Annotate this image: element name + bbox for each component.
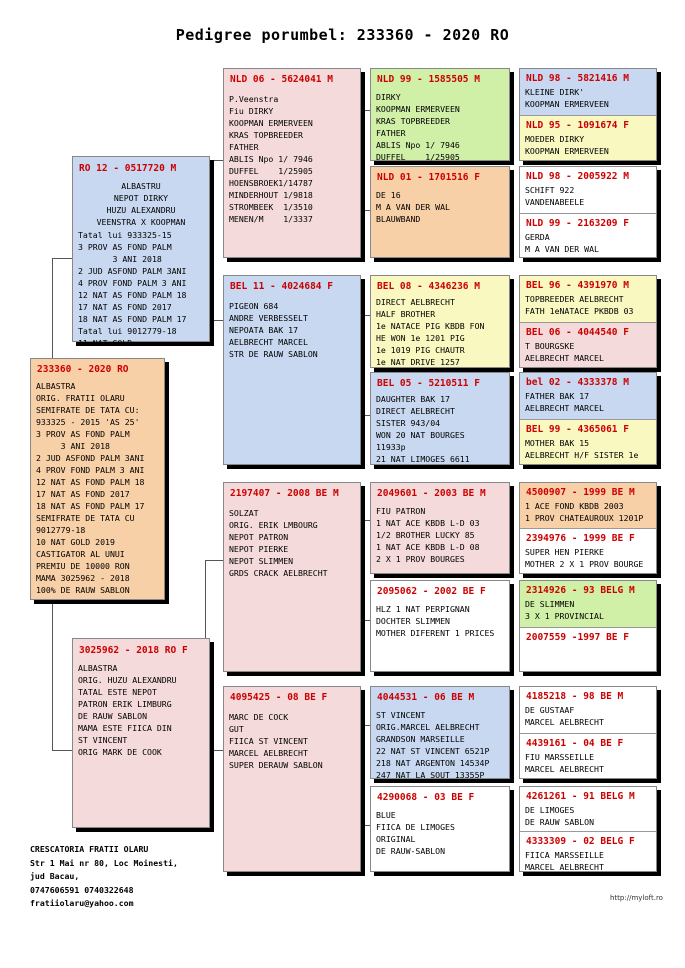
ancestor-body: DE SLIMMEN 3 X 1 PROVINCIAL — [525, 599, 604, 621]
ancestor-body: FIICA MARSSEILLE MARCEL AELBRECHT — [525, 850, 604, 872]
ancestor-header: 2314926 - 93 BELG M — [526, 585, 635, 596]
ancestor-body: MARC DE COCK GUT FIICA ST VINCENT MARCEL AELBRECHT SUPER DERAUW SABLON — [229, 712, 323, 770]
ancestor-body: DE 16 M A VAN DER WAL BLAUWBAND — [376, 190, 450, 224]
ancestor-header: BEL 08 - 4346236 M — [377, 281, 480, 292]
connector-line — [360, 210, 370, 211]
ancestor-header: 4439161 - 04 BE F — [526, 738, 624, 749]
connector-line — [360, 825, 370, 826]
ancestor-body: GERDA M A VAN DER WAL — [525, 232, 599, 254]
ancestor-body: DAUGHTER BAK 17 DIRECT AELBRECHT SISTER 943/04 WON 20 NAT BOURGES 11933p 21 NAT LIMOGES 6611 — [376, 394, 470, 464]
ancestor-body: BLUE FIICA DE LIMOGES ORIGINAL DE RAUW-SABLON — [376, 810, 455, 856]
breeder-contact: CRESCATORIA FRATII OLARU Str 1 Mai nr 80, Loc Moinesti, jud Bacau, 0747606591 0740322648 fratiiolaru@yahoo.com — [30, 844, 178, 908]
card-divider — [520, 213, 656, 214]
ancestor-header: 4290068 - 03 BE F — [377, 792, 475, 803]
ancestor-card — [519, 686, 657, 779]
ancestor-header: BEL 05 - 5210511 F — [377, 378, 480, 389]
connector-line — [360, 620, 370, 621]
ancestor-body: HLZ 1 NAT PERPIGNAN DOCHTER SLIMMEN MOTHER DIFERENT 1 PRICES — [376, 604, 495, 638]
ancestor-header: 2197407 - 2008 BE M — [230, 488, 339, 499]
ancestor-body: DIRKY KOOPMAN ERMERVEEN KRAS TOPBREEDER FATHER ABLIS Npo 1/ 7946 DUFFEL 1/25905 — [376, 92, 460, 162]
ancestor-card — [519, 482, 657, 574]
ancestor-card — [223, 275, 361, 465]
ancestor-card — [519, 166, 657, 258]
ancestor-header: 4261261 - 91 BELG M — [526, 791, 635, 802]
ancestor-card — [223, 68, 361, 258]
card-divider — [520, 831, 656, 832]
ancestor-header: 2394976 - 1999 BE F — [526, 533, 635, 544]
dam-card — [72, 638, 210, 828]
ancestor-card — [370, 166, 510, 258]
ancestor-body: DE LIMOGES DE RAUW SABLON — [525, 805, 595, 827]
ancestor-body: SUPER HEN PIERKE MOTHER 2 X 1 PROV BOURGE — [525, 547, 644, 569]
ancestor-header: NLD 98 - 2005922 M — [526, 171, 629, 182]
ancestor-header: 4044531 - 06 BE M — [377, 692, 475, 703]
ancestor-body: ST VINCENT ORIG.MARCEL AELBRECHT GRANDSON MARSEILLE 22 NAT ST VINCENT 6521P 218 NAT ARGENTON 14534P 247 NAT LA SOUT 13355P — [376, 710, 490, 780]
ancestor-body: SOLZAT ORIG. ERIK LMBOURG NEPOT PATRON NEPOT PIERKE NEPOT SLIMMEN GRDS CRACK AELBRECHT — [229, 508, 328, 578]
ancestor-card — [370, 786, 510, 872]
connector-line — [360, 520, 370, 521]
ancestor-header: 2095062 - 2002 BE F — [377, 586, 486, 597]
ancestor-card — [519, 68, 657, 161]
dam-header: 3025962 - 2018 RO F — [79, 645, 188, 656]
ancestor-header: NLD 01 - 1701516 F — [377, 172, 480, 183]
sire-body-center: ALBASTRU NEPOT DIRKY HUZU ALEXANDRU VEENSTRA X KOOPMAN — [96, 181, 186, 227]
dam-body: ALBASTRA ORIG. HUZU ALEXANDRU TATAL ESTE NEPOT PATRON ERIK LIMBURG DE RAUW SABLON MAMA ESTE FIICA DIN ST VINCENT ORIG MARK DE COOK — [78, 663, 177, 757]
ancestor-header: 2049601 - 2003 BE M — [377, 488, 486, 499]
ancestor-header: 4185218 - 98 BE M — [526, 691, 624, 702]
ancestor-header: NLD 99 - 2163209 F — [526, 218, 629, 229]
ancestor-card — [370, 372, 510, 465]
ancestor-body: PIGEON 684 ANDRE VERBESSELT NEPOATA BAK 17 AELBRECHT MARCEL STR DE RAUW SABLON — [229, 301, 318, 359]
ancestor-body: KLEINE DIRK' KOOPMAN ERMERVEEN — [525, 87, 609, 109]
subject-body: ALBASTRA ORIG. FRATII OLARU SEMIFRATE DE TATA CU: 933325 - 2015 'AS 25' 3 PROV AS FOND PALM 3 ANI 2018 2 JUD ASFOND PALM 3ANI 4 PROV FOND PALM 3 ANI 12 NAT AS FOND PALM 18 17 NAT AS FOND 2017 18 NAT AS FOND PALM 17 SEMIFRATE DE TATA CU 9012779-18 10 NAT GOLD 2019 CASTIGATOR AL UNUI PREMIU DE 10000 RON MAMA 3025962 - 2018 100% DE RAUW SABLON — [36, 381, 145, 595]
ancestor-card — [370, 275, 510, 368]
website-url: http://myloft.ro — [610, 894, 663, 902]
ancestor-body: DE GUSTAAF MARCEL AELBRECHT — [525, 705, 604, 727]
ancestor-header: 4333309 - 02 BELG F — [526, 836, 635, 847]
connector-line — [360, 315, 370, 316]
ancestor-body: P.Veenstra Fiu DIRKY KOOPMAN ERMERVEEN KRAS TOPBREEDER FATHER ABLIS Npo 1/ 7946 DUFFEL 1/25905 HOENSBROEK1/14787 MINDERHOUT 1/9818 STROMBEEK 1/3510 MENEN/M 1/3337 — [229, 94, 313, 224]
ancestor-body: 1 ACE FOND KBDB 2003 1 PROV CHATEAUROUX 1201P — [525, 501, 644, 523]
connector-line — [360, 415, 370, 416]
ancestor-header: BEL 96 - 4391970 M — [526, 280, 629, 291]
ancestor-body: FATHER BAK 17 AELBRECHT MARCEL — [525, 391, 604, 413]
ancestor-header: 2007559 -1997 BE F — [526, 632, 629, 643]
ancestor-header: bel 02 - 4333378 M — [526, 377, 629, 388]
ancestor-card — [519, 372, 657, 465]
ancestor-header: 4095425 - 08 BE F — [230, 692, 328, 703]
ancestor-card — [370, 580, 510, 672]
ancestor-card — [223, 686, 361, 872]
ancestor-body: SCHIFT 922 VANDENABEELE — [525, 185, 585, 207]
ancestor-body: FIU PATRON 1 NAT ACE KBDB L-D 03 1/2 BROTHER LUCKY 85 1 NAT ACE KBDB L-D 08 2 X 1 PROV BOURGES — [376, 506, 480, 564]
connector-line — [205, 560, 223, 561]
ancestor-body: FIU MARSSEILLE MARCEL AELBRECHT — [525, 752, 604, 774]
connector-line — [52, 258, 53, 358]
connector-line — [52, 600, 53, 750]
ancestor-card — [519, 786, 657, 872]
subject-card — [30, 358, 165, 600]
ancestor-body: MOTHER BAK 15 AELBRECHT H/F SISTER 1e — [525, 438, 639, 460]
page-title: Pedigree porumbel: 233360 - 2020 RO — [175, 26, 510, 44]
ancestor-body: T BOURGSKE AELBRECHT MARCEL — [525, 341, 604, 363]
connector-line — [52, 258, 72, 259]
connector-line — [360, 110, 370, 111]
ancestor-header: BEL 99 - 4365061 F — [526, 424, 629, 435]
ancestor-body: MOEDER DIRKY KOOPMAN ERMERVEEN — [525, 134, 609, 156]
connector-line — [360, 725, 370, 726]
subject-header: 233360 - 2020 RO — [37, 364, 129, 375]
sire-body: Tatal lui 933325-15 3 PROV AS FOND PALM 3 ANI 2018 2 JUD ASFOND PALM 3ANI 4 PROV FOND PALM 3 ANI 12 NAT AS FOND PALM 18 17 NAT AS FOND 2017 18 NAT AS FOND PALM 17 Tatal lui 9012779-18 11 NAT GOLD — [78, 230, 187, 348]
card-divider — [520, 733, 656, 734]
ancestor-header: BEL 06 - 4044540 F — [526, 327, 629, 338]
ancestor-header: NLD 99 - 1585505 M — [377, 74, 480, 85]
ancestor-card — [370, 482, 510, 574]
connector-line — [52, 750, 72, 751]
ancestor-header: BEL 11 - 4024684 F — [230, 281, 333, 292]
ancestor-header: 4500907 - 1999 BE M — [526, 487, 635, 498]
sire-card — [72, 156, 210, 348]
ancestor-card — [370, 686, 510, 779]
ancestor-card — [519, 580, 657, 672]
ancestor-header: NLD 95 - 1091674 F — [526, 120, 629, 131]
ancestor-body: TOPBREEDER AELBRECHT FATH 1eNATACE PKBDB 03 — [525, 294, 634, 316]
ancestor-card — [519, 275, 657, 368]
ancestor-header: NLD 98 - 5821416 M — [526, 73, 629, 84]
ancestor-card — [223, 482, 361, 672]
ancestor-header: NLD 06 - 5624041 M — [230, 74, 333, 85]
ancestor-body: DIRECT AELBRECHT HALF BROTHER 1e NATACE PIG KBDB FON HE WON 1e 1201 PIG 1e 1019 PIG CHAUTR 1e NAT DRIVE 1257 — [376, 297, 485, 367]
sire-header: RO 12 - 0517720 M — [79, 163, 177, 174]
ancestor-card — [370, 68, 510, 161]
